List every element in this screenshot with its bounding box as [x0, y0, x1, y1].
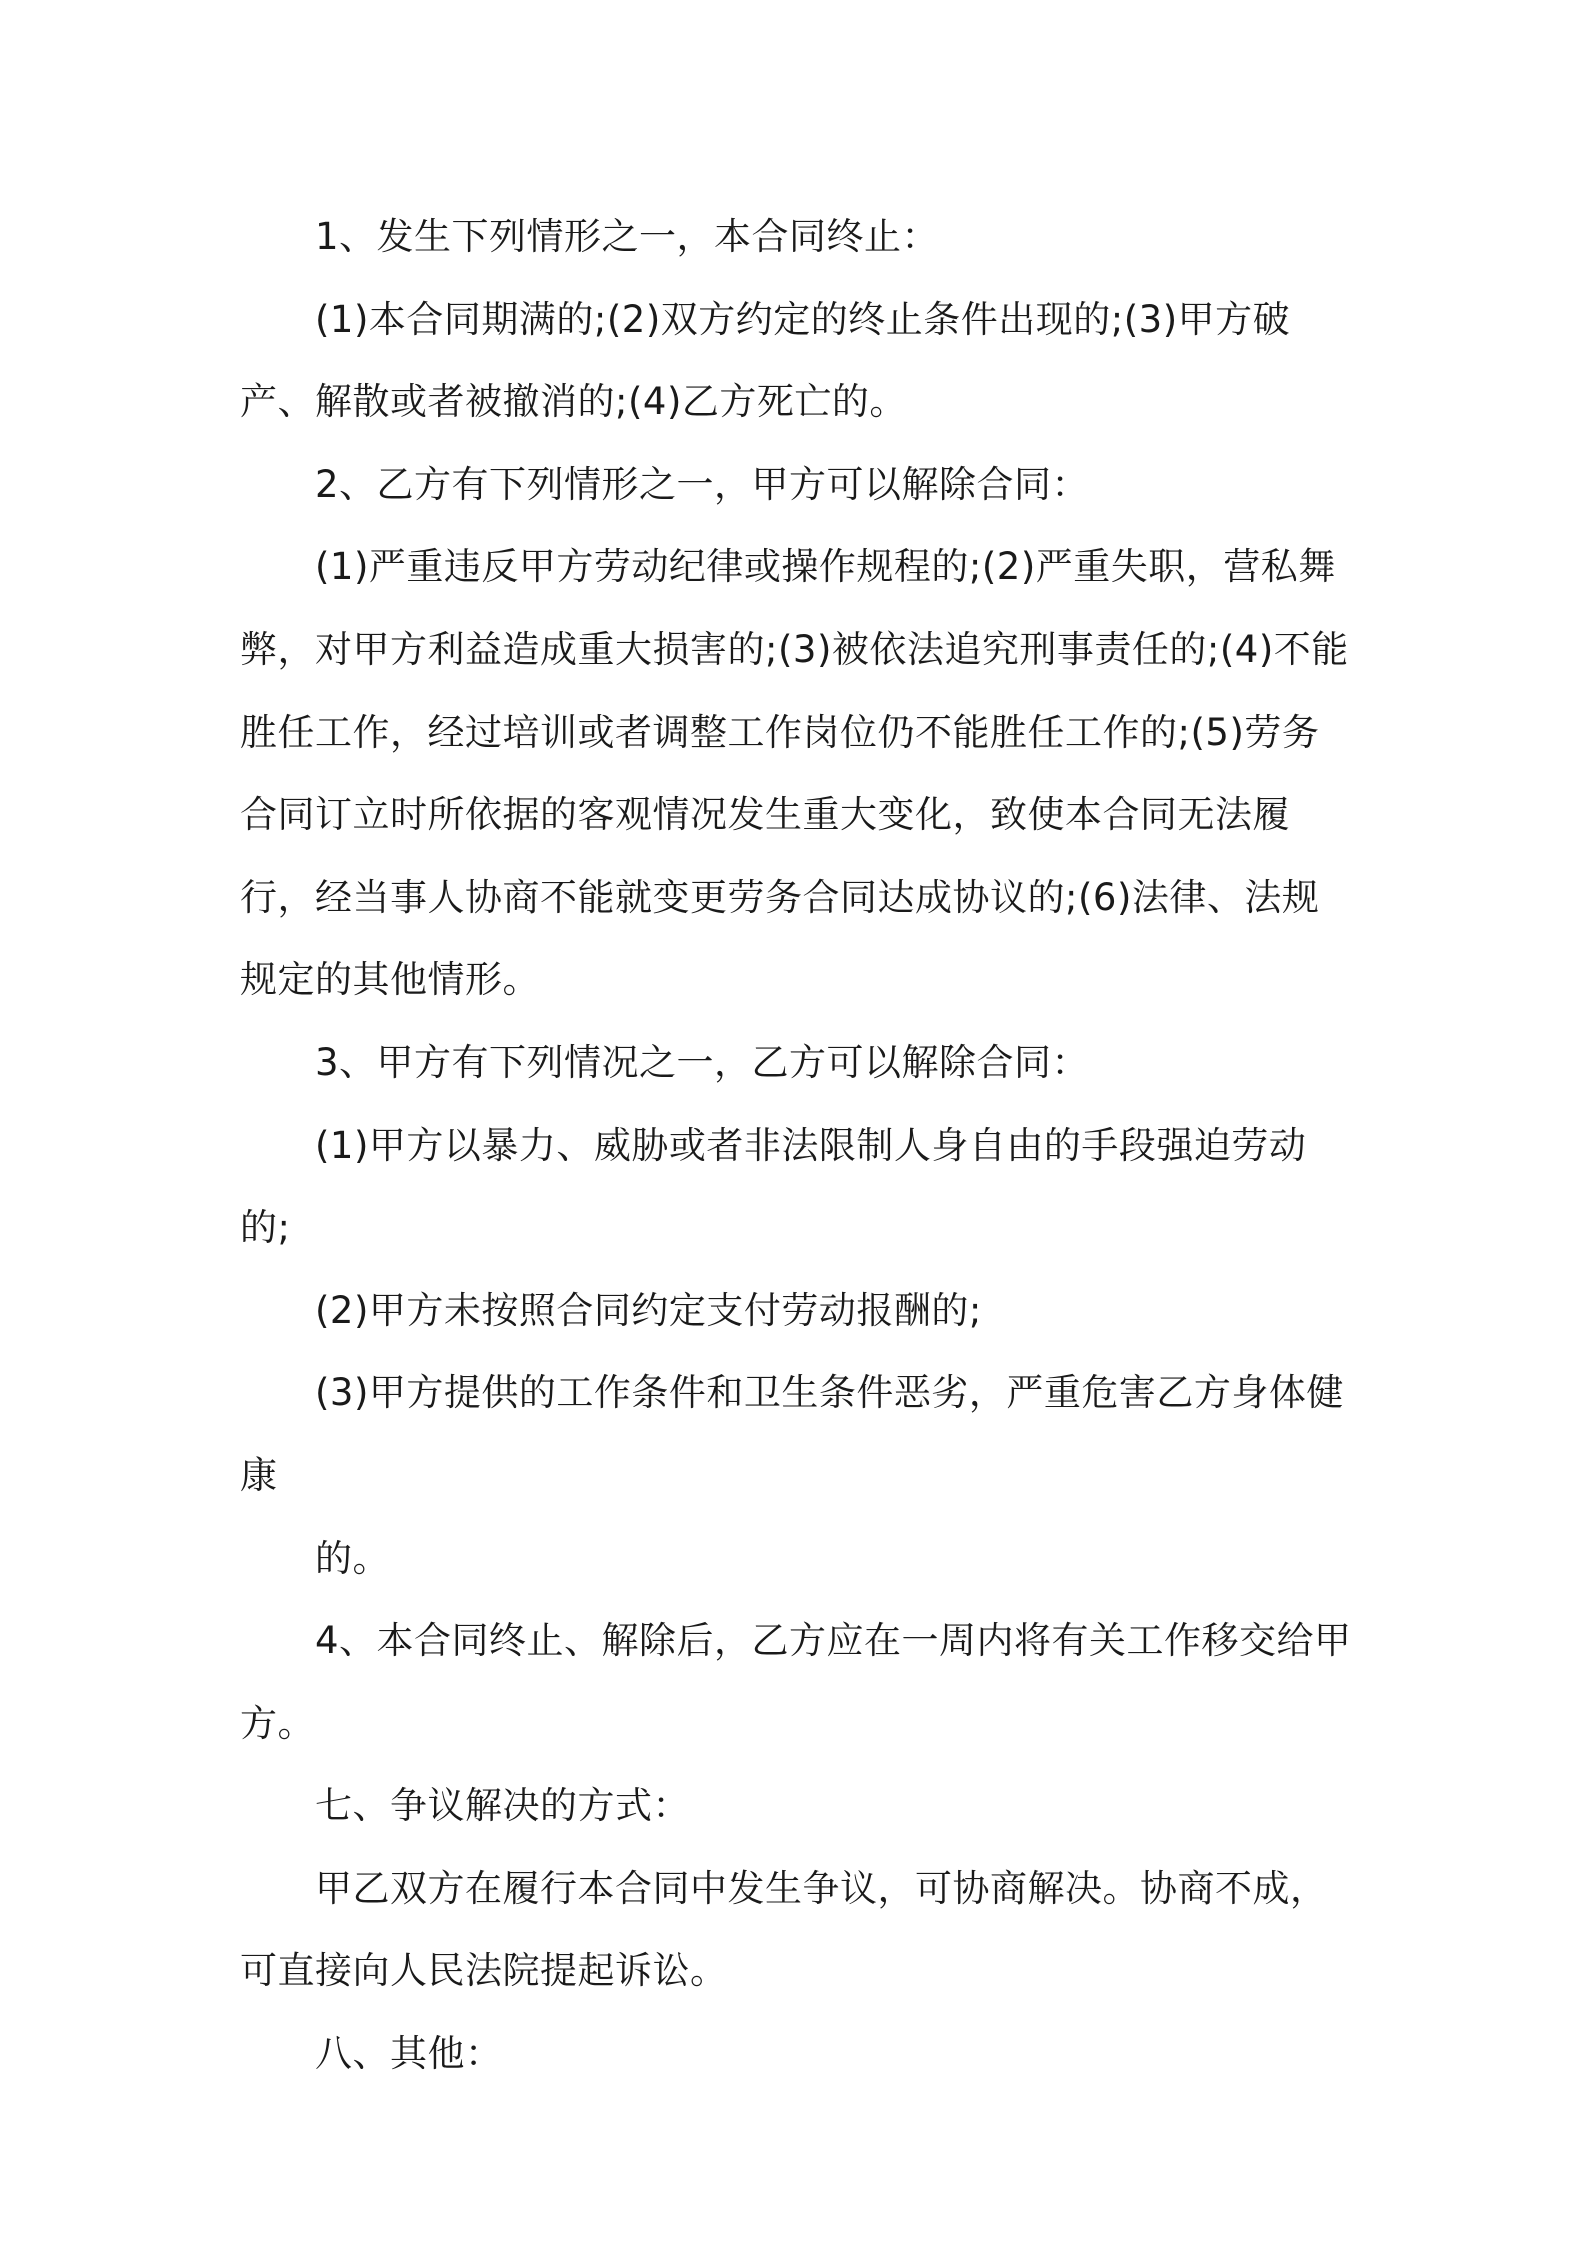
party-a-rescission-heading: 2、乙方有下列情形之一，甲方可以解除合同： [315, 462, 1090, 506]
dispute-resolution-text: 甲乙双方在履行本合同中发生争议，可协商解决。协商不成，可直接向人民法院提起诉讼。 [240, 1866, 1328, 1993]
party-b-rescission-item-2: (2)甲方未按照合同约定支付劳动报酬的; [315, 1288, 982, 1332]
party-b-rescission-item-1: (1)甲方以暴力、威胁或者非法限制人身自由的手段强迫劳动的; [240, 1123, 1307, 1250]
handover-clause: 4、本合同终止、解除后，乙方应在一周内将有关工作移交给甲方。 [240, 1619, 1352, 1745]
termination-conditions: (1)本合同期满的;(2)双方约定的终止条件出现的;(3)甲方破产、解散或者被撤消的;(4)乙方死亡的。 [240, 297, 1291, 424]
party-b-rescission-item-3: (3)甲方提供的工作条件和卫生条件恶劣，严重危害乙方身体健康 [240, 1371, 1344, 1497]
other-section-heading: 八、其他： [315, 2032, 503, 2076]
document-body [240, 196, 1355, 2096]
party-a-rescission-conditions: (1)严重违反甲方劳动纪律或操作规程的;(2)严重失职，营私舞弊，对甲方利益造成重大损害的;(3)被依法追究刑事责任的;(4)不能胜任工作，经过培训或者调整工作岗位仍不能胜任工作的;(5)劳务合同订立时所依据的客观情况发生重大变化，致使本合同无法履行，经当事人协商不能就变更劳务合同达成协议的;(6)法律、法规规定的其他情形。 [240, 545, 1349, 1002]
termination-clause-heading: 1、发生下列情形之一，本合同终止： [315, 215, 940, 258]
party-b-rescission-heading: 3、甲方有下列情况之一，乙方可以解除合同： [315, 1040, 1090, 1084]
party-b-rescission-item-3-continued: 的。 [315, 1536, 390, 1580]
dispute-resolution-heading: 七、争议解决的方式： [315, 1784, 690, 1828]
